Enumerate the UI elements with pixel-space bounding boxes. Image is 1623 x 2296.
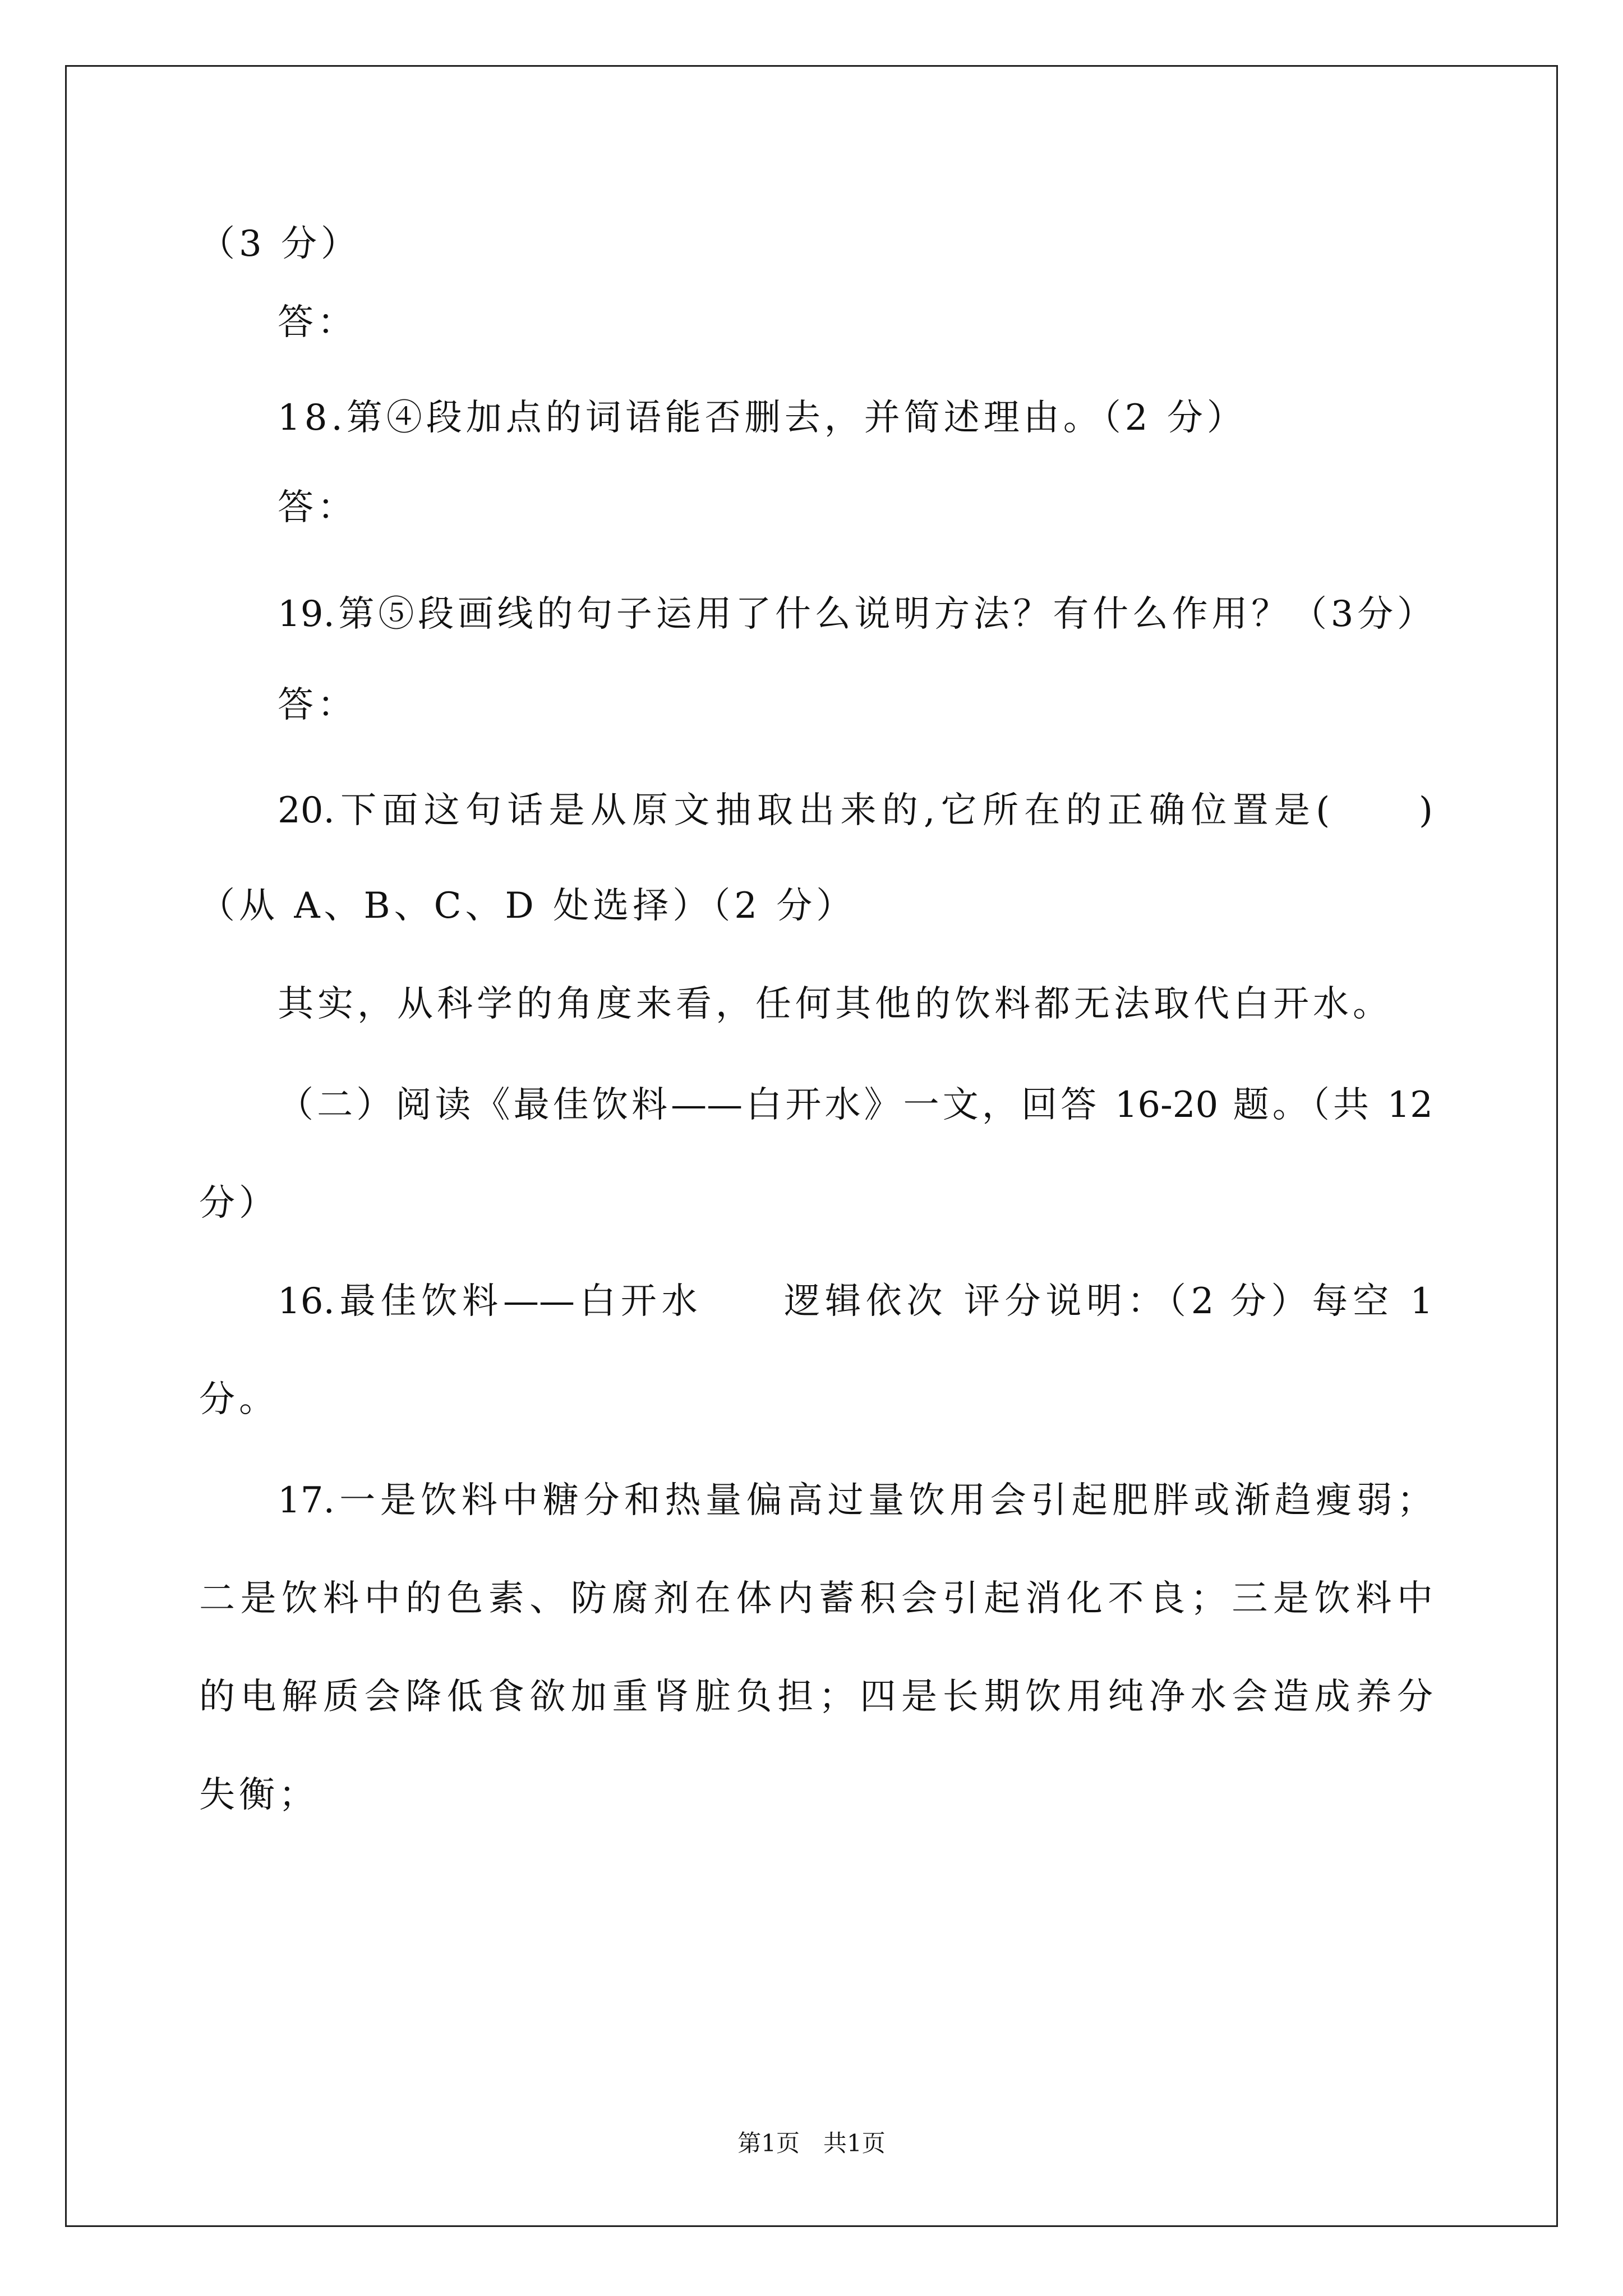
page-number-footer: 第1页 共1页 [737,2129,886,2157]
extracted-sentence: 其实，从科学的角度来看，任何其他的饮料都无法取代白开水。 [278,983,1393,1025]
question-20-line-2: （从 A、B、C、D 处选择）（2 分） [199,885,856,927]
question-18: 18.第④段加点的词语能否删去，并简述理由。（2 分） [278,397,1247,439]
question-20-line-1: 20.下面这句话是从原文抽取出来的,它所在的正确位置是( ) [278,790,1433,831]
answer-17-line-3: 的电解质会降低食欲加重肾脏负担；四是长期饮用纯净水会造成养分 [199,1676,1433,1718]
page-border [65,65,1558,2227]
score-note-q17: （3 分） [199,223,361,265]
answer-16-line-1: 16.最佳饮料——白开水 逻辑依次 评分说明：（2 分）每空 1 [278,1281,1433,1322]
question-19: 19.第⑤段画线的句子运用了什么说明方法？有什么作用？（3分） [278,593,1433,635]
section-two-heading-line-1: （二）阅读《最佳饮料——白开水》一文，回答 16-20 题。（共 12 [278,1084,1433,1126]
answer-16-line-2: 分。 [199,1379,279,1420]
section-two-heading-line-2: 分） [199,1182,279,1224]
answer-label-q17: 答： [278,302,357,343]
answer-label-q18: 答： [278,487,357,528]
answer-17-line-4: 失衡； [199,1774,319,1816]
answer-17-line-1: 17.一是饮料中糖分和热量偏高过量饮用会引起肥胖或渐趋瘦弱； [278,1480,1433,1521]
answer-label-q19: 答： [278,684,357,726]
answer-17-line-2: 二是饮料中的色素、防腐剂在体内蓄积会引起消化不良；三是饮料中 [199,1578,1433,1619]
